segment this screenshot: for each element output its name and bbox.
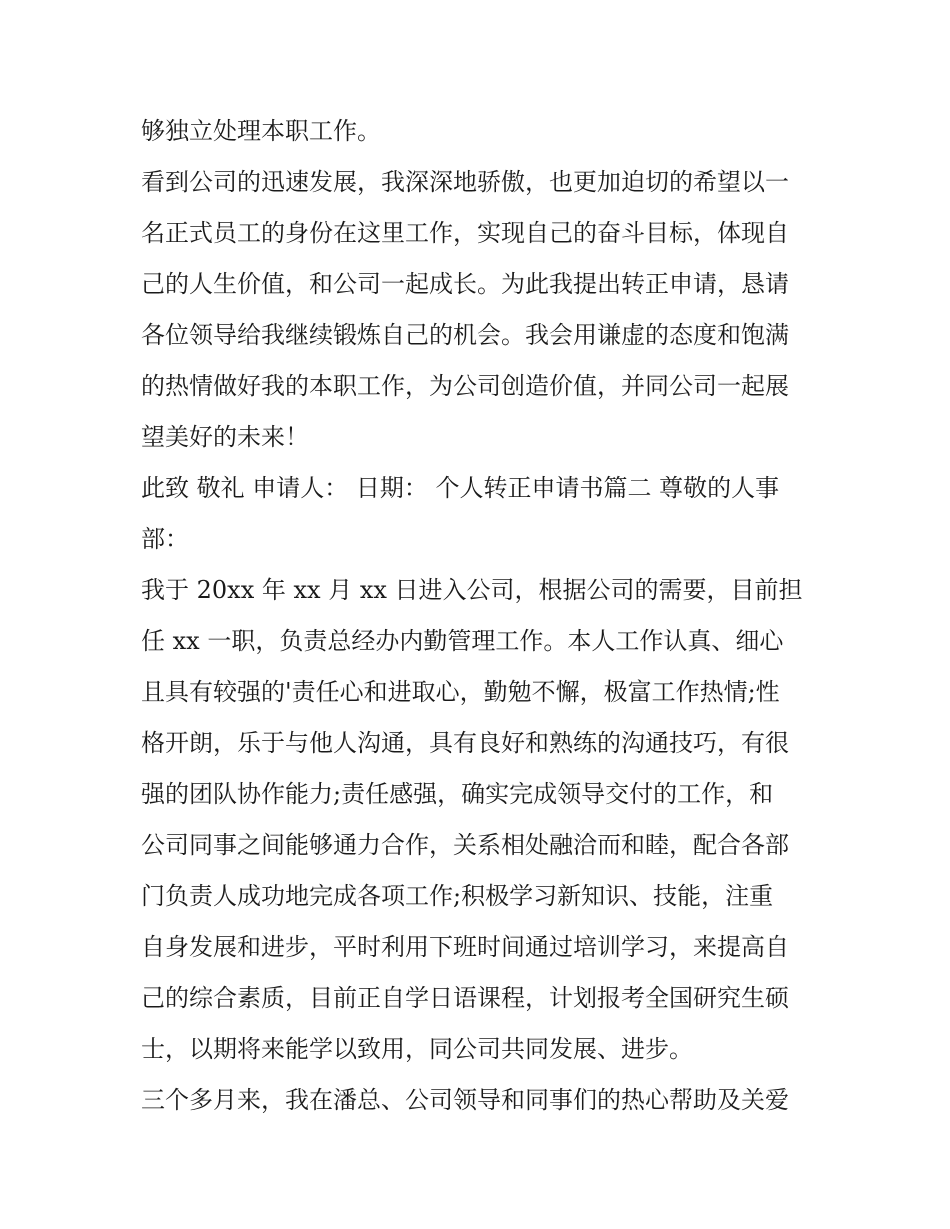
- text-line: 格开朗，乐于与他人沟通，具有良好和熟练的沟通技巧，有很: [141, 729, 789, 757]
- document-body: [141, 106, 831, 1126]
- text-line: 三个多月来，我在潘总、公司领导和同事们的热心帮助及关爱: [141, 1086, 789, 1114]
- text-line: 公司同事之间能够通力合作，关系相处融洽而和睦，配合各部: [141, 831, 789, 859]
- text-line: 我于 20xx 年 xx 月 xx 日进入公司，根据公司的需要，目前担: [141, 576, 803, 604]
- text-line: 望美好的未来！: [141, 423, 309, 451]
- text-line: 部：: [141, 525, 189, 553]
- text-line: 任 xx 一职，负责总经办内勤管理工作。本人工作认真、细心: [141, 627, 784, 655]
- text-line: 名正式员工的身份在这里工作，实现自己的奋斗目标，体现自: [141, 219, 789, 247]
- text-line: 强的团队协作能力;责任感强，确实完成领导交付的工作，和: [141, 780, 774, 808]
- text-line: 看到公司的迅速发展，我深深地骄傲，也更加迫切的希望以一: [141, 168, 789, 196]
- text-line: 士，以期将来能学以致用，同公司共同发展、进步。: [141, 1035, 693, 1063]
- text-line: 够独立处理本职工作。: [141, 117, 381, 145]
- text-line: 己的综合素质，目前正自学日语课程，计划报考全国研究生硕: [141, 984, 789, 1012]
- text-line: 各位领导给我继续锻炼自己的机会。我会用谦虚的态度和饱满: [141, 321, 789, 349]
- text-line: 且具有较强的'责任心和进取心，勤勉不懈，极富工作热情;性: [141, 678, 780, 706]
- text-line: 的热情做好我的本职工作，为公司创造价值，并同公司一起展: [141, 372, 789, 400]
- text-line: 门负责人成功地完成各项工作;积极学习新知识、技能，注重: [141, 882, 774, 910]
- text-line: 己的人生价值，和公司一起成长。为此我提出转正申请，恳请: [141, 270, 789, 298]
- text-line: 此致 敬礼 申请人： 日期： 个人转正申请书篇二 尊敬的人事: [141, 474, 780, 502]
- text-line: 自身发展和进步，平时利用下班时间通过培训学习，来提高自: [141, 933, 789, 961]
